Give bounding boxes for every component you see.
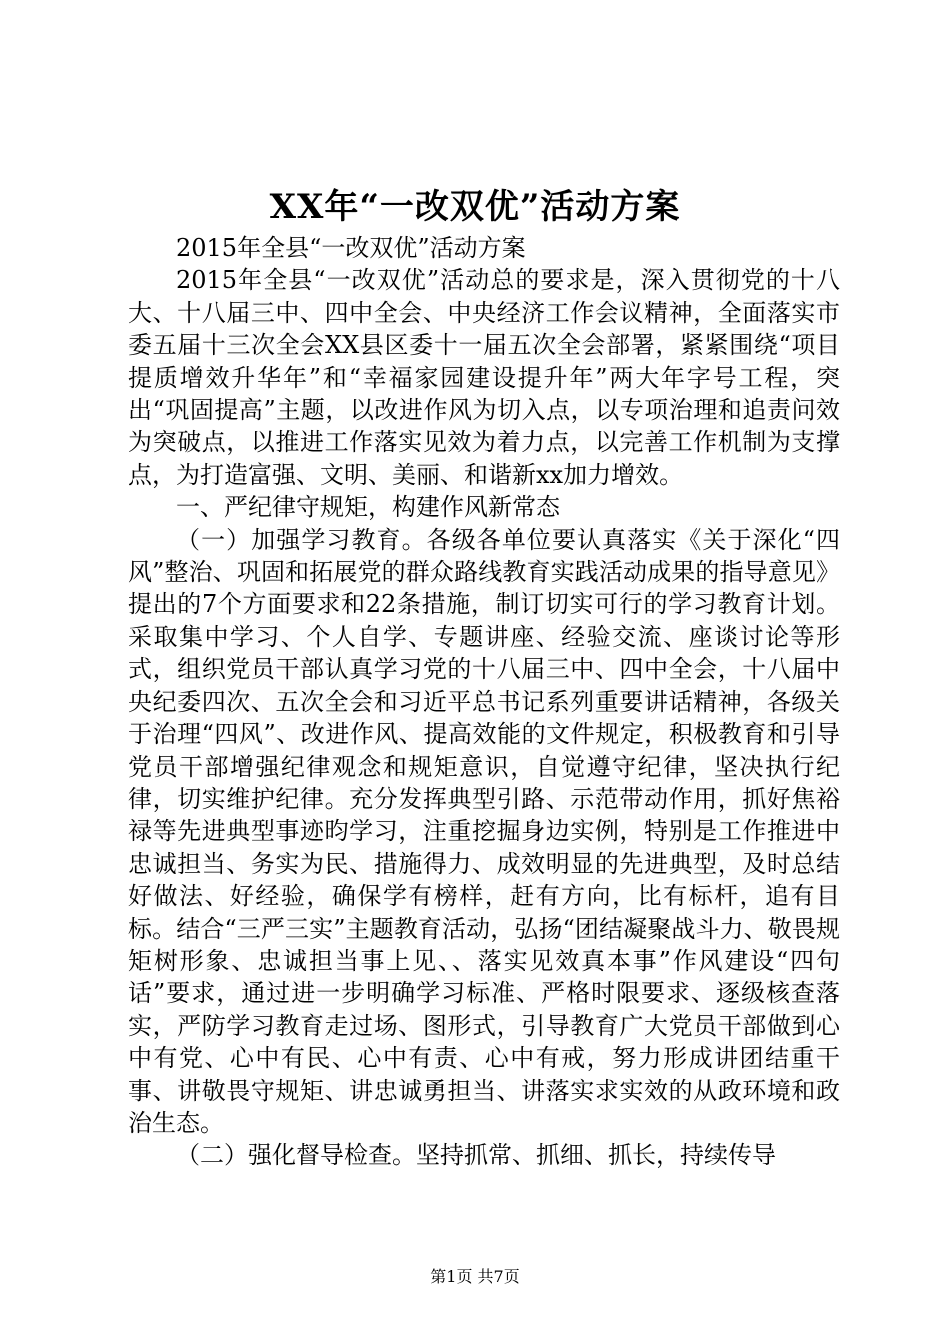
- paragraph-intro: 2015年全县“一改双优”活动总的要求是，深入贯彻党的十八大、十八届三中、四中全会、中央经济工作会议精神，全面落实市委五届十三次全会XX县区委十一届五次全会部署，紧紧围绕“项目提质增效升华年”和“幸福家园建设提升年”两大年字号工程，突出“巩固提高”主题，以改进作风为切入点，以专项治理和追责问效为突破点，以推进工作落实见效为着力点，以完善工作机制为支撑点，为打造富强、文明、美丽、和谐新xx加力增效。: [128, 266, 840, 489]
- page-footer: 第1页 共7页: [430, 1267, 520, 1286]
- paragraph-supervision: （二）强化督导检查。坚持抓常、抓细、抓长，持续传导: [176, 1141, 776, 1170]
- document-body: [128, 232, 840, 1172]
- section-heading: 一、严纪律守规矩，构建作风新常态: [176, 493, 560, 522]
- document-title: XX年“一改双优”活动方案: [269, 187, 681, 227]
- paragraph-subtitle: 2015年全县“一改双优”活动方案: [176, 234, 526, 262]
- paragraph-study-education: （一）加强学习教育。各级各单位要认真落实《关于深化“四风”整治、巩固和拓展党的群众路线教育实践活动成果的指导意见》提出的7个方面要求和22条措施，制订切实可行的学习教育计划。采取集中学习、个人自学、专题讲座、经验交流、座谈讨论等形式，组织党员干部认真学习党的十八届三中、四中全会，十八届中央纪委四次、五次全会和习近平总书记系列重要讲话精神，各级关于治理“四风”、改进作风、提高效能的文件规定，积极教育和引导党员干部增强纪律观念和规矩意识，自觉遵守纪律，坚决执行纪律，切实维护纪律。充分发挥典型引路、示范带动作用，抓好焦裕禄等先进典型事迹昀学习，注重挖掘身边实例，特别是工作推进中忠诚担当、务实为民、措施得力、成效明显的先进典型，及时总结好做法、好经验，确保学有榜样，赶有方向，比有标杆，追有目标。结合“三严三实”主题教育活动，弘扬“团结凝聚战斗力、敬畏规矩树形象、忠诚担当事上见、、落实见效真本事”作风建设“四句话”要求，通过进一步明确学习标准、严格时限要求、逐级核查落实，严防学习教育走过场、图形式，引导教育广大党员干部做到心中有党、心中有民、心中有责、心中有戒，努力形成讲团结重干事、讲敬畏守规矩、讲忠诚勇担当、讲落实求实效的从政环境和政治生态。: [128, 525, 840, 1137]
